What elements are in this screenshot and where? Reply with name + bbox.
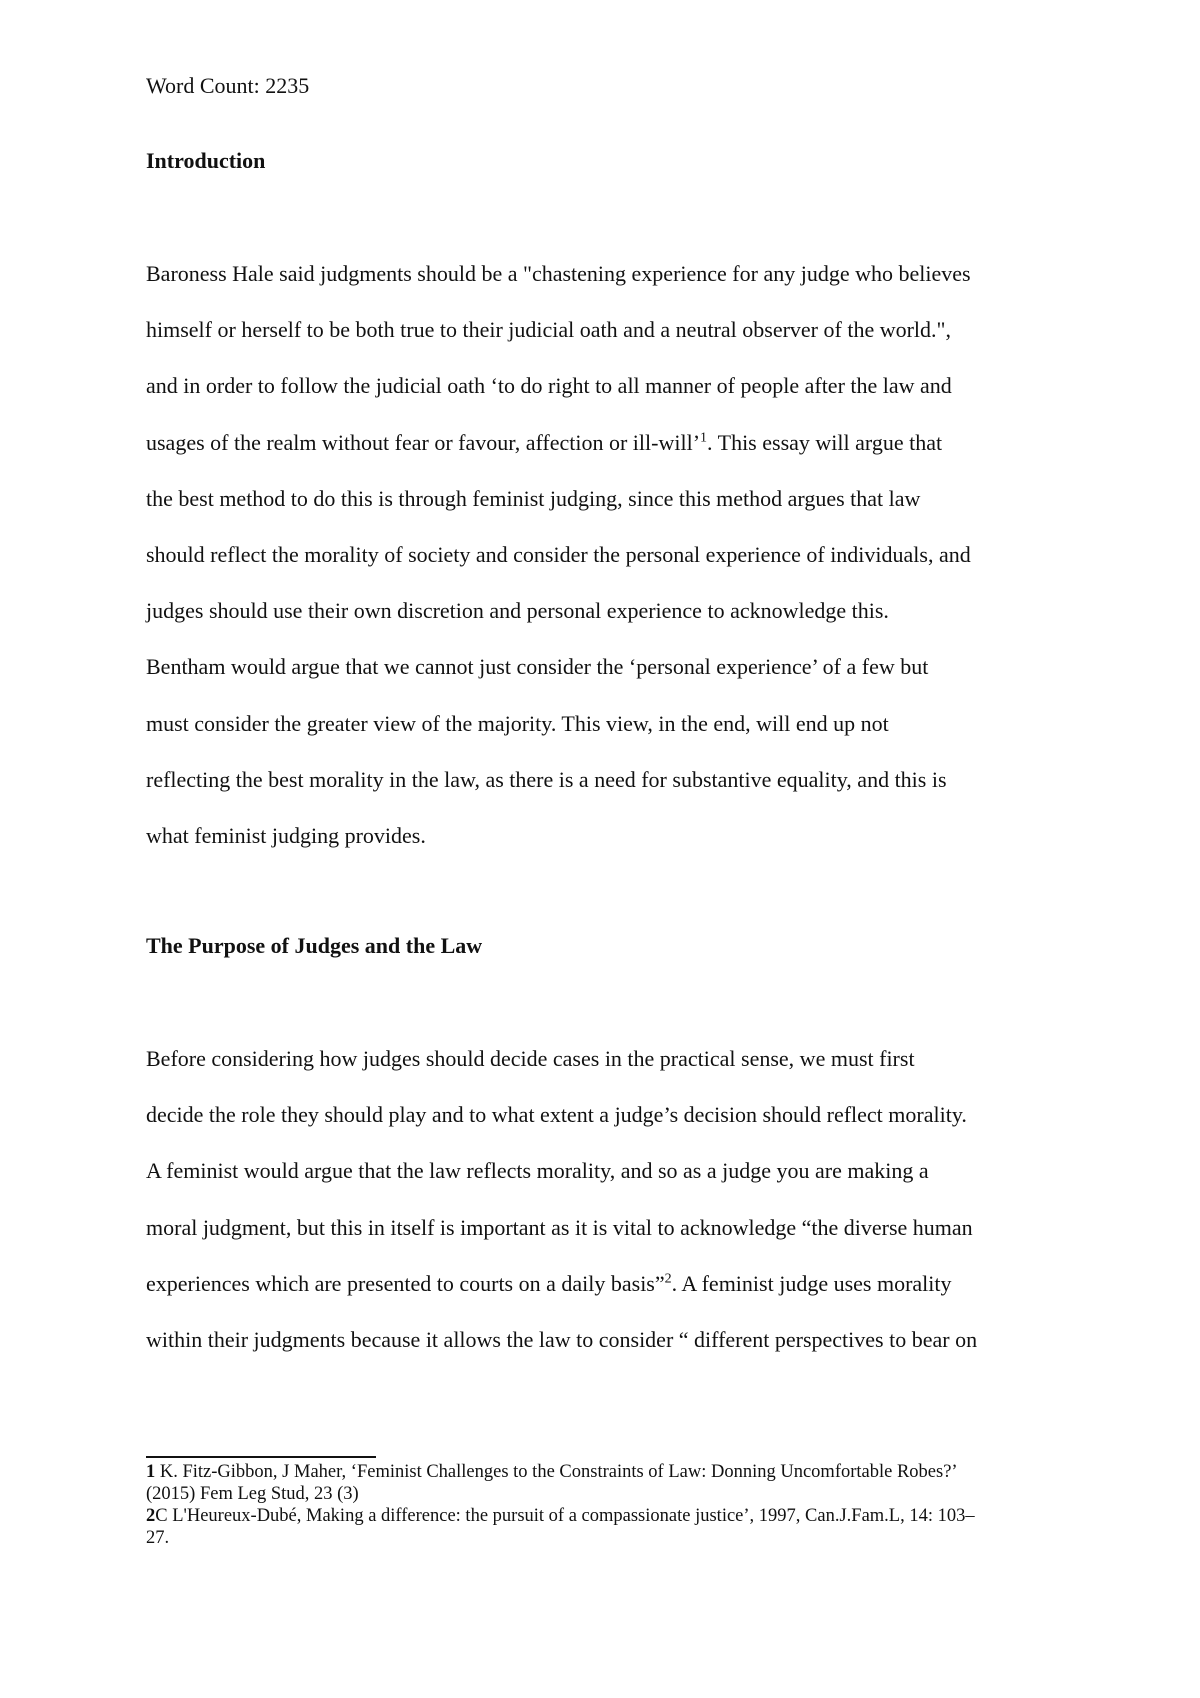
purpose-paragraph [146,1031,1086,1368]
paragraph-line: Baroness Hale said judgments should be a "chastening experience for any judge who believes [146,261,971,286]
paragraph-line [146,415,1086,471]
paragraph-line: judges should use their own discretion and personal experience to acknowledge this. [146,598,889,624]
paragraph-line: moral judgment, but this in itself is important as it is vital to acknowledge “the diverse human [146,1214,973,1240]
paragraph-line [146,1256,1086,1312]
introduction-paragraph [146,246,1086,864]
footnote-line [146,1505,1086,1527]
footnote-2 [146,1505,1086,1549]
paragraph-line: Before considering how judges should decide cases in the practical sense, we must first [146,1046,915,1071]
paragraph-line: within their judgments because it allows the law to consider “ different perspectives to bear on [146,1327,978,1353]
paragraph-line: should reflect the morality of society and consider the personal experience of individuals, and [146,542,971,568]
footnote-text: C L'Heureux-Dubé, Making a difference: the pursuit of a compassionate justice’, 1997, Can.J.Fam.L, 14: 103– [155,1506,975,1526]
line-text: experiences which are presented to courts on a daily basis” [146,1270,665,1296]
footnote-text: K. Fitz-Gibbon, J Maher, ‘Feminist Challenges to the Constraints of Law: Donning Uncomfortable Robes?’ [159,1462,958,1482]
footnote-1 [146,1461,1086,1505]
footnote-ref-2: 2 [664,1271,672,1287]
footnote-line [146,1461,1086,1483]
paragraph-line: reflecting the best morality in the law, as there is a need for substantive equality, and this is [146,766,947,792]
paragraph-line: A feminist would argue that the law reflects morality, and so as a judge you are making a [146,1158,929,1184]
word-count: Word Count: 2235 [146,73,310,98]
footnote-number: 1 [146,1462,156,1482]
paragraph-line: Bentham would argue that we cannot just consider the ‘personal experience’ of a few but [146,654,929,680]
paragraph-line: the best method to do this is through feminist judging, since this method argues that law [146,485,921,511]
footnote-ref-1: 1 [700,430,708,446]
paragraph-line: and in order to follow the judicial oath ‘to do right to all manner of people after the law and [146,373,952,399]
footnote-separator [146,1456,376,1458]
footnote-number: 2 [146,1506,156,1526]
section-heading-purpose: The Purpose of Judges and the Law [146,933,483,958]
paragraph-line: decide the role they should play and to what extent a judge’s decision should reflect morality. [146,1102,967,1128]
line-text: usages of the realm without fear or favour, affection or ill-will’ [146,429,701,455]
footnote-line: (2015) Fem Leg Stud, 23 (3) [146,1484,359,1504]
line-text: . This essay will argue that [707,429,943,455]
footnote-line: 27. [146,1528,170,1548]
paragraph-line: himself or herself to be both true to their judicial oath and a neutral observer of the world.", [146,317,952,343]
paragraph-line: must consider the greater view of the majority. This view, in the end, will end up not [146,710,889,736]
paragraph-line: what feminist judging provides. [146,823,426,849]
line-text: . A feminist judge uses morality [671,1270,952,1296]
footnotes [146,1461,1086,1549]
section-heading-introduction: Introduction [146,148,266,173]
